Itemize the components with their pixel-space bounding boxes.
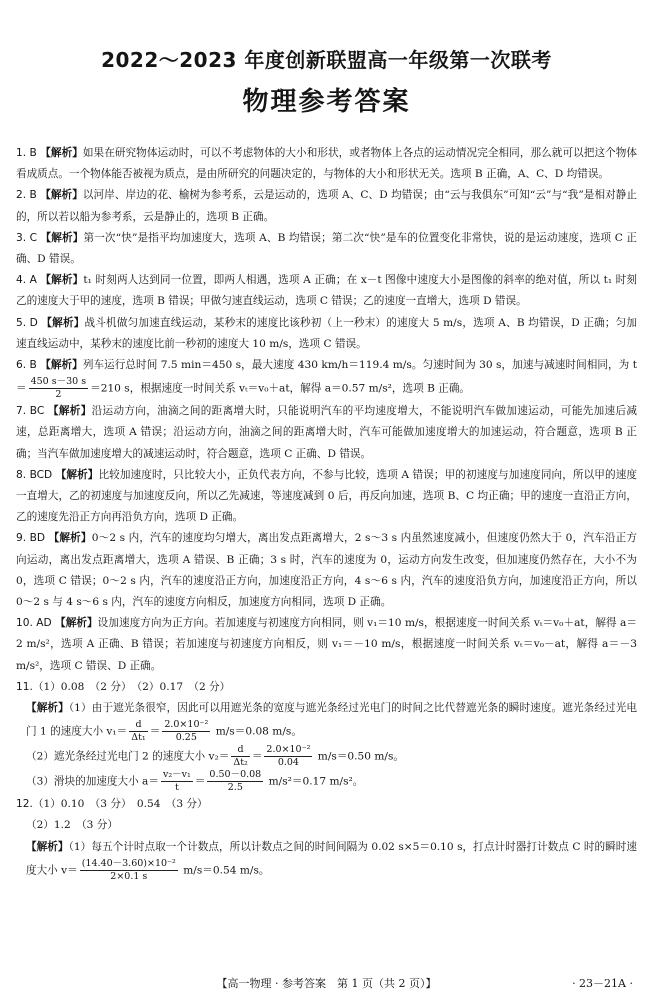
answer-item: 1. B 【解析】如果在研究物体运动时，可以不考虑物体的大小和形状，或者物体上各点的运动情况完全相同，那么就可以把这个物体看成质点。一个物体能否被视为质点，是由所研究的问题决定的，与物体的大小和形状无关。选项 B 正确，A、C、D 均错误。 [16, 147, 638, 181]
answer-item-12: 12.（1）0.10 （3 分） 0.54 （3 分） [16, 798, 208, 811]
fraction: $\frac{d}{\text{Δt₂}}$ [233, 744, 248, 769]
answer-content [16, 143, 637, 883]
answer-explanation: 【解析】（1）每五个计时点取一个计数点，所以计数点之间的时间间隔为 0.02 s×5＝0.10 s，打点计时器打计数点 C 时的瞬时速度大小 v＝ $\frac{\text{(14.40－3.60)×10⁻²}}{2\times 0.1 s}$ m/s＝0.54 m/s。 [26, 840, 638, 882]
fraction: $\frac{0.50-0.08}{2.5}$ [209, 769, 262, 794]
fraction: $\frac{\text{v₂－v₁}}{t}$ [162, 769, 191, 794]
fraction: $\frac{\text{2.0×10⁻²}}{0.04}$ [266, 744, 311, 769]
answer-line: （2）1.2 （3 分） [26, 819, 118, 832]
page-footer [0, 974, 653, 994]
fraction: $\frac{\text{(14.40－3.60)×10⁻²}}{2\times 0.1 s}$ [81, 857, 176, 882]
footer-page-info: 【高一物理 · 参考答案 第 1 页（共 2 页）】 [216, 977, 437, 990]
fraction: $\frac{\text{2.0×10⁻²}}{0.25}$ [164, 719, 209, 744]
footer-code: · 23－21A · [572, 977, 633, 990]
answer-item: 10. AD 【解析】设加速度方向为正方向。若加速度与初速度方向相同，则 v₁＝10 m/s，根据速度一时间关系 vₜ＝v₀＋at，解得 a＝2 m/s²，选项 A 正确、B 错误；若加速度与初速度方向相反，则 v₁＝－10 m/s，根据速度一时间关系 vₜ＝v₀－at，解得 a＝－3 m/s²，选项 C 错误、D 正确。 [16, 617, 638, 672]
answer-explanation: 【解析】（1）由于遮光条很窄，因此可以用遮光条的宽度与遮光条经过光电门的时间之比代替遮光条的瞬时速度。遮光条经过光电门 1 的速度大小 v₁＝ $\frac{d}{\text{Δt₁}}$ ＝ $\frac{\text{2.0×10⁻²}}{0.25}$ m/s＝0.08 m/s。 [26, 702, 638, 744]
fraction: $\frac{450 s-30 s}{2}$ [30, 376, 87, 401]
fraction: $\frac{d}{\text{Δt₁}}$ [131, 719, 146, 744]
formula-line: （3）滑块的加速度大小 a＝ $\frac{\text{v₂－v₁}}{t}$ ＝ $\frac{0.50-0.08}{2.5}$ m/s²＝0.17 m/s²。 [26, 769, 364, 794]
answer-item: 7. BC 【解析】沿运动方向，油滴之间的距离增大时，只能说明汽车的平均速度增大，不能说明汽车做加速运动，可能先加速后减速，总距离增大，选项 A 错误；沿运动方向，油滴之间的距离增大时，汽车可能做加速度增大的加速运动，符合题意，选项 B 正确；当汽车做加速度增大的减速运动时，符合题意，选项 C 正确、D 错误。 [16, 405, 637, 460]
formula-line: （2）遮光条经过光电门 2 的速度大小 v₂＝ $\frac{d}{\text{Δt₂}}$ ＝ $\frac{\text{2.0×10⁻²}}{0.04}$ m/s＝0.50 m/s。 [26, 744, 405, 769]
answer-item: 3. C 【解析】第一次“快”是指平均加速度大，选项 A、B 均错误；第二次“快”是车的位置变化非常快，说的是运动速度，选项 C 正确、D 错误。 [16, 231, 638, 266]
answer-item: 6. B 【解析】列车运行总时间 7.5 min＝450 s，最大速度 430 km/h＝119.4 m/s。匀速时间为 30 s，加速与减速时间相同，为 t＝ $\frac{450 s-30 s}{2}$ ＝210 s，根据速度一时间关系 vₜ＝v₀＋at，解得 a＝0.57 m/s²，选项 B 正确。 [16, 359, 637, 401]
answer-item: 2. B 【解析】以河岸、岸边的花、榆树为参考系，云是运动的，选项 A、C、D 均错误；由“云与我俱东”可知“云”与“我”是相对静止的，所以若以船为参考系，云是静止的，选项 B 正确。 [16, 189, 638, 223]
answer-item: 8. BCD 【解析】比较加速度时，只比较大小，正负代表方向，不参与比较，选项 A 错误；甲的初速度与加速度同向，所以甲的速度一直增大，乙的初速度与加速度反向，所以乙先减速，等速度减到 0 后，再反向加速，选项 B、C 均正确；甲的速度一直沿正方向，乙的速度先沿正方向再沿负方向，选项 D 正确。 [16, 468, 637, 524]
answer-item: 5. D 【解析】战斗机做匀加速直线运动，某秒末的速度比该秒初（上一秒末）的速度大 5 m/s，选项 A、B 均错误，D 正确；匀加速直线运动中，某秒末的速度比前一秒初的速度大 10 m/s，选项 C 错误。 [16, 316, 638, 350]
answer-item: 9. BD 【解析】0～2 s 内，汽车的速度均匀增大，离出发点距离增大，2 s～3 s 内虽然速度减小，但速度仍然大于 0，汽车沿正方向运动，离出发点距离增大，选项 A 错误、B 正确；3 s 时，汽车的速度为 0，运动方向发生改变，但加速度仍然存在，大小不为 0，选项 C 错误；0～2 s 内，汽车的速度沿正方向，加速度沿正方向，4 s～6 s 内，汽车的速度沿负方向，加速度沿正方向，所以 0～2 s 与 4 s～6 s 内，汽车的速度方向相反，加速度方向相同，选项 D 正确。 [16, 532, 638, 609]
exam-title: 2022～2023 年度创新联盟高一年级第一次联考 [101, 48, 552, 72]
document-subtitle: 物理参考答案 [242, 87, 411, 117]
answer-item: 4. A 【解析】t₁ 时刻两人达到同一位置，即两人相遇，选项 A 正确；在 x－t 图像中速度大小是图像的斜率的绝对值，所以 t₁ 时刻乙的速度大于甲的速度，选项 B 错误；甲做匀速直线运动，选项 C 错误；乙的速度一直增大，选项 D 错误。 [16, 274, 638, 308]
answer-item-11: 11.（1）0.08 （2 分） （2）0.17 （2 分） [16, 680, 231, 693]
